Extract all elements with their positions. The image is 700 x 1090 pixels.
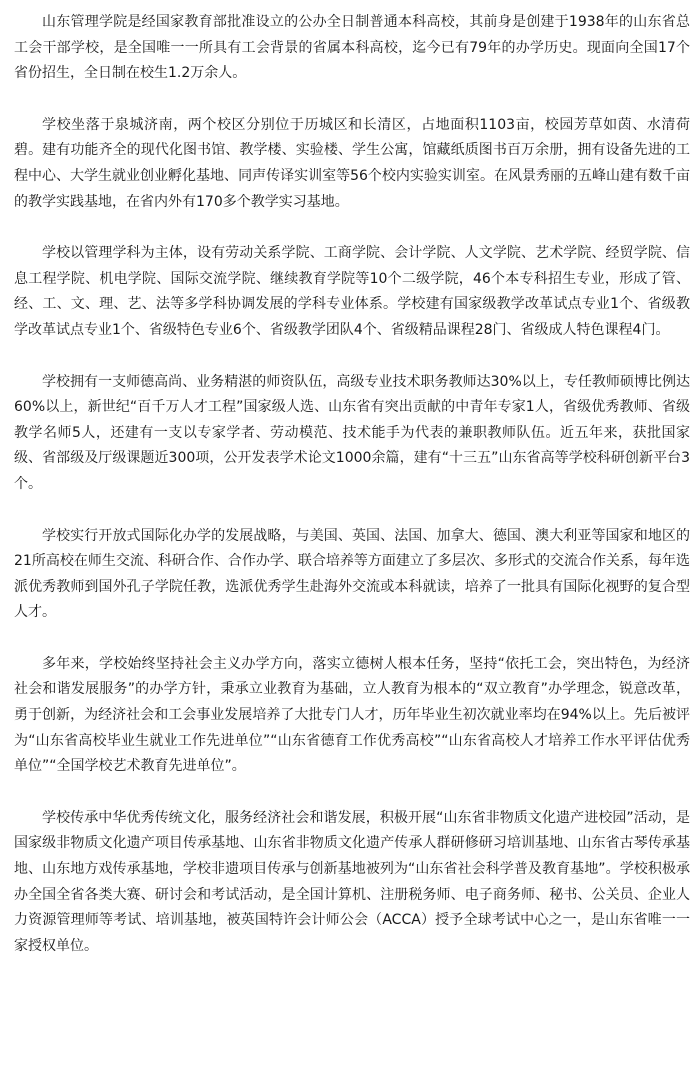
paragraph-disciplines: 学校以管理学科为主体，设有劳动关系学院、工商学院、会计学院、人文学院、艺术学院、经贸学院、信息工程学院、机电学院、国际交流学院、继续教育学院等10个二级学院，46个本专科招生专业，形成了管、经、工、文、理、艺、法等多学科协调发展的学科专业体系。学校建有国家级教学改革试点专业1个、省级教学改革试点专业1个、省级特色专业6个、省级教学团队4个、省级精品课程28门、省级成人特色课程4门。 xyxy=(14,245,690,338)
paragraph-culture: 学校传承中华优秀传统文化，服务经济社会和谐发展，积极开展“山东省非物质文化遗产进校园”活动，是国家级非物质文化遗产项目传承基地、山东省非物质文化遗产传承人群研修研习培训基地、山东省古琴传承基地、山东地方戏传承基地，学校非遗项目传承与创新基地被列为“山东省社会科学普及教育基地”。学校积极承办全国全省各类大赛、研讨会和考试活动，是全国计算机、注册税务师、电子商务师、秘书、公关员、企业人力资源管理师等考试、培训基地，被英国特许会计师公会（ACCA）授予全球考试中心之一，是山东省唯一一家授权单位。 xyxy=(14,809,690,954)
paragraph-faculty: 学校拥有一支师德高尚、业务精湛的师资队伍，高级专业技术职务教师达30%以上，专任教师硕博比例达60%以上，新世纪“百千万人才工程”国家级人选、山东省有突出贡献的中青年专家1人，省级优秀教师、省级教学名师5人，还建有一支以专家学者、劳动模范、技术能手为代表的兼职教师队伍。近五年来，获批国家级、省部级及厅级课题近300项，公开发表学术论文1000余篇，建有“十三五”山东省高等学校科研创新平台3个。 xyxy=(14,373,690,492)
paragraph-campus: 学校坐落于泉城济南，两个校区分别位于历城区和长清区，占地面积1103亩，校园芳草如茵、水清荷碧。建有功能齐全的现代化图书馆、教学楼、实验楼、学生公寓，馆藏纸质图书百万余册，拥有设备先进的工程中心、大学生就业创业孵化基地、同声传译实训室等56个校内实验实训室。在风景秀丽的五峰山建有数千亩的教学实践基地，在省内外有170多个教学实习基地。 xyxy=(14,116,690,210)
paragraph-philosophy: 多年来，学校始终坚持社会主义办学方向，落实立德树人根本任务，坚持“依托工会，突出特色，为经济社会和谐发展服务”的办学方针，秉承立业教育为基础，立人教育为根本的“双立教育”办学理念，锐意改革，勇于创新，为经济社会和工会事业发展培养了大批专门人才，历年毕业生初次就业率均在94%以上。先后被评为“山东省高校毕业生就业工作先进单位”“山东省德育工作优秀高校”“山东省高校人才培养工作水平评估优秀单位”“全国学校艺术教育先进单位”。 xyxy=(14,655,690,775)
paragraph-international: 学校实行开放式国际化办学的发展战略，与美国、英国、法国、加拿大、德国、澳大利亚等国家和地区的21所高校在师生交流、科研合作、合作办学、联合培养等方面建立了多层次、多形式的交流合作关系，每年选派优秀教师到国外孔子学院任教，选派优秀学生赴海外交流或本科就读，培养了一批具有国际化视野的复合型人才。 xyxy=(14,527,690,621)
paragraph-intro: 山东管理学院是经国家教育部批准设立的公办全日制普通本科高校，其前身是创建于1938年的山东省总工会干部学校，是全国唯一一所具有工会背景的省属本科高校，迄今已有79年的办学历史。现面向全国17个省份招生，全日制在校生1.2万余人。 xyxy=(14,14,690,82)
